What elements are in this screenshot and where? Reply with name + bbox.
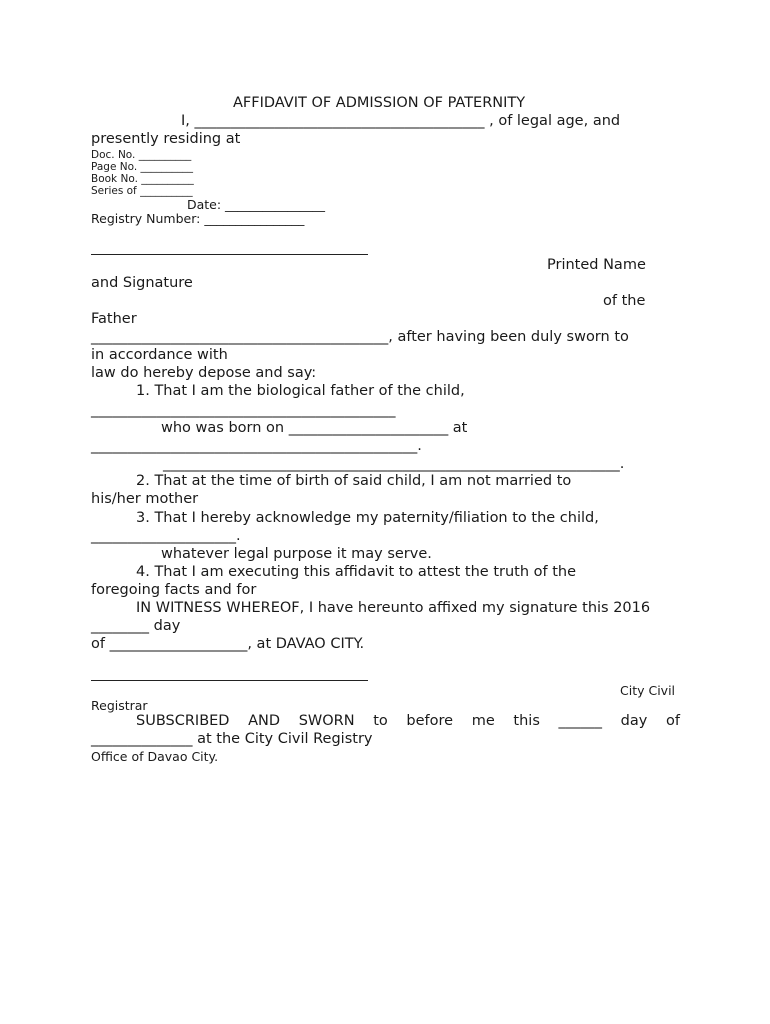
subscribed-word: this bbox=[513, 713, 540, 729]
document-title: AFFIDAVIT OF ADMISSION OF PATERNITY bbox=[233, 95, 526, 111]
legal-purpose-line: whatever legal purpose it may serve. bbox=[161, 546, 432, 562]
witness-line: IN WITNESS WHEREOF, I have hereunto affixed my signature this 2016 bbox=[136, 600, 651, 616]
his-her-mother: his/her mother bbox=[91, 491, 199, 507]
subscribed-word: me bbox=[471, 713, 495, 729]
item-2: 2. That at the time of birth of said child, I am not married to bbox=[136, 473, 572, 489]
subscribed-word: before bbox=[406, 713, 454, 729]
subscribed-line bbox=[136, 713, 680, 730]
item-1-blank: __________________________________________ bbox=[91, 402, 396, 418]
born-place-line: _____________________________________________. bbox=[91, 438, 422, 454]
and-signature-label: and Signature bbox=[91, 275, 193, 291]
at-registry-line: ______________ at the City Civil Registry bbox=[91, 731, 373, 747]
series-of: Series of __________ bbox=[91, 185, 193, 197]
signature-line bbox=[91, 254, 368, 255]
subscribed-word: SUBSCRIBED bbox=[136, 713, 230, 729]
registry-number-field: Registry Number: ________________ bbox=[91, 211, 305, 226]
registrar-label: Registrar bbox=[91, 698, 148, 713]
blank-line: _______________________________________________________________. bbox=[163, 456, 625, 472]
of-the-label: of the bbox=[603, 293, 646, 309]
day-line: ________ day bbox=[91, 618, 181, 634]
subscribed-word: to bbox=[373, 713, 388, 729]
subscribed-blank: ______ bbox=[558, 713, 603, 729]
doc-no: Doc. No. __________ bbox=[91, 149, 192, 161]
of-davao-line: of ___________________, at DAVAO CITY. bbox=[91, 636, 365, 652]
in-accordance-line: in accordance with bbox=[91, 347, 228, 363]
foregoing-line: foregoing facts and for bbox=[91, 582, 257, 598]
item-4: 4. That I am executing this affidavit to attest the truth of the bbox=[136, 564, 577, 580]
item-1: 1. That I am the biological father of the child, bbox=[136, 383, 465, 399]
item-3-blank: ____________________. bbox=[91, 528, 241, 544]
printed-name-label: Printed Name bbox=[547, 257, 646, 273]
affiant-name-line: I, ________________________________________ , of legal age, and bbox=[181, 113, 621, 129]
office-davao-line: Office of Davao City. bbox=[91, 749, 219, 764]
father-label: Father bbox=[91, 311, 137, 327]
born-on-line: who was born on ______________________ at bbox=[161, 420, 468, 436]
duly-sworn-line: _________________________________________, after having been duly sworn to bbox=[91, 329, 629, 345]
page-no: Page No. __________ bbox=[91, 161, 194, 173]
law-depose-line: law do hereby depose and say: bbox=[91, 365, 317, 381]
subscribed-word: AND bbox=[248, 713, 281, 729]
subscribed-word: of bbox=[665, 713, 680, 729]
residence-label: presently residing at bbox=[91, 131, 241, 147]
book-no: Book No. __________ bbox=[91, 173, 194, 185]
date-field: Date: ________________ bbox=[187, 197, 326, 212]
item-3: 3. That I hereby acknowledge my paternity/filiation to the child, bbox=[136, 510, 599, 526]
city-civil-label: City Civil bbox=[620, 683, 676, 698]
subscribed-word: day bbox=[620, 713, 648, 729]
subscribed-word: SWORN bbox=[298, 713, 355, 729]
registrar-signature-line bbox=[91, 680, 368, 681]
